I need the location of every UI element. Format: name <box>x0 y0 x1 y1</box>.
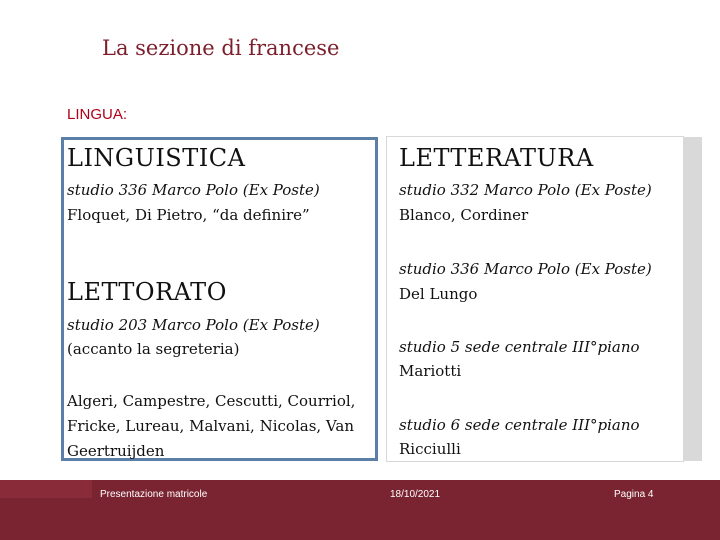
letteratura-heading: LETTERATURA <box>399 144 594 172</box>
linguistica-studio: studio 336 Marco Polo (Ex Poste) <box>67 181 320 199</box>
lettorato-names-line-2: Fricke, Lureau, Malvani, Nicolas, Van <box>67 417 354 435</box>
lettorato-heading: LETTORATO <box>67 278 227 306</box>
lettorato-names-line-1: Algeri, Campestre, Cescutti, Courriol, <box>67 392 356 410</box>
linguistica-names: Floquet, Di Pietro, “da definire” <box>67 206 310 224</box>
lettorato-note: (accanto la segreteria) <box>67 340 240 358</box>
linguistica-heading: LINGUISTICA <box>67 144 246 172</box>
letteratura-entry-names: Blanco, Cordiner <box>399 206 529 224</box>
right-panel-shadow <box>683 137 702 461</box>
lingua-label: LINGUA: <box>67 106 128 123</box>
letteratura-entry-names: Ricciulli <box>399 440 461 458</box>
letteratura-entry-studio: studio 332 Marco Polo (Ex Poste) <box>399 181 652 199</box>
letteratura-entry-names: Del Lungo <box>399 285 478 303</box>
footer-page-number: Pagina 4 <box>614 489 654 500</box>
letteratura-entry-studio: studio 336 Marco Polo (Ex Poste) <box>399 260 652 278</box>
slide-title: La sezione di francese <box>102 36 340 60</box>
footer-accent <box>0 480 92 498</box>
letteratura-entry-studio: studio 6 sede centrale III°piano <box>399 416 640 434</box>
letteratura-entry-studio: studio 5 sede centrale III°piano <box>399 338 640 356</box>
lettorato-studio: studio 203 Marco Polo (Ex Poste) <box>67 316 320 334</box>
letteratura-entry-names: Mariotti <box>399 362 462 380</box>
lettorato-names-line-3: Geertruijden <box>67 442 165 460</box>
footer-date: 18/10/2021 <box>390 489 441 500</box>
footer-presentation-label: Presentazione matricole <box>100 489 208 500</box>
